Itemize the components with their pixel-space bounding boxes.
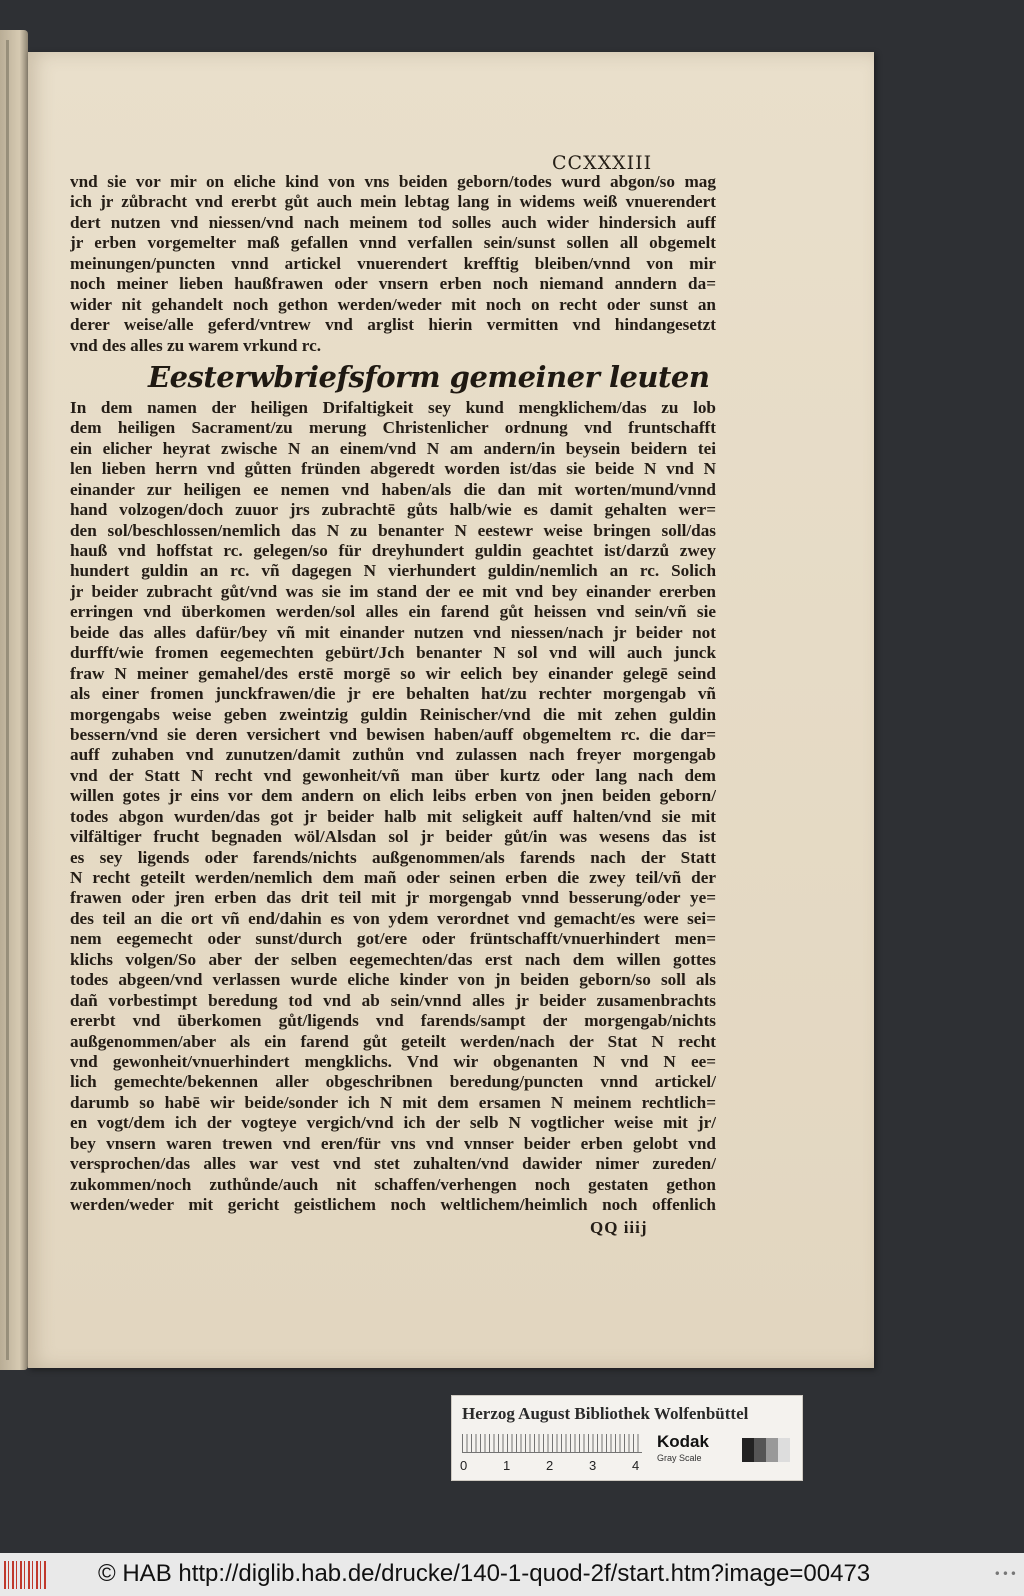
text-line: vnd des alles zu warem vrkund rc. (70, 335, 321, 355)
text-line: lich gemechte/bekennen aller obgeschribnen beredung/puncten vnnd artickel/ (70, 1072, 716, 1092)
text-line: hundert guldin an rc. vñ dagegen N vierhundert guldin/nemlich an rc. Solich (70, 561, 716, 581)
text-line: len lieben herrn vnd gůtten fründen abgeredt worden ist/das sie beide N vnd N (70, 459, 716, 479)
text-line: darumb so habē wir beide/sonder ich N mit dem ersamen N meinem rechtlich= (70, 1092, 716, 1112)
folio-number: CCXXXIII (552, 152, 653, 174)
text-line: fraw N meiner gemahel/des erstē morgē so wir eelich bey einander gelegē seind (70, 663, 716, 683)
text-line: als einer fromen junckfrawen/die jr ere behalten hat/zu rechter morgengab vñ (70, 684, 716, 704)
footer-url[interactable]: © HAB http://diglib.hab.de/drucke/140-1-quod-2f/start.htm?image=00473 (98, 1560, 871, 1587)
text-line: vnd der Statt N recht vnd gewonheit/vñ man über kurtz oder lang nach dem (70, 765, 716, 785)
text-line: willen gotes jr eins vor dem andern on elich leibs erben von jnen beiden geborn/ (70, 786, 716, 806)
text-line: jr beider zubracht gůt/vnd was sie im stand der ee mit vnd bey einander ererben (70, 581, 716, 601)
text-line: meinungen/puncten vnnd artickel vnuerendert krefftig bleiben/vnnd von mir (70, 253, 716, 273)
barcode-icon (4, 1561, 48, 1589)
ruler-number: 1 (503, 1458, 511, 1473)
section-heading: Eesterwbriefsform gemeiner leuten (148, 359, 710, 394)
text-line: In dem namen der heiligen Drifaltigkeit sey kund mengklichem/das zu lob (70, 397, 716, 417)
text-line: den sol/beschlossen/nemlich das N zu benanter N eestewr weise bringen soll/das (70, 520, 716, 540)
text-line: durfft/wie fromen eegemechten gebürt/Jch benanter N sol vnd will auch junck (70, 643, 716, 663)
gray-scale-label: Gray Scale (657, 1453, 702, 1463)
library-name: Herzog August Bibliothek Wolfenbüttel (462, 1404, 749, 1423)
text-line: außgenommen/aber als ein farend gůt geteilt werden/nach der Stat N recht (70, 1031, 716, 1051)
text-line: es sey ligends oder farends/nichts außgenommen/als farends nach der Statt (70, 847, 716, 867)
text-line: vilfältiger frucht begnaden wöl/Alsdan sol jr beider gůt/in was wesens das ist (70, 827, 716, 847)
text-line: jr erben vorgemelter maß gefallen vnnd verfallen sein/sunst sollen all obgemelt (70, 233, 716, 253)
text-line: einander zur heiligen ee nemen vnd haben/als die dan mit worten/mund/vnnd (70, 479, 716, 499)
ruler-number: 3 (589, 1458, 597, 1473)
left-page-edge (0, 30, 28, 1370)
text-line: derer weise/alle geferd/vntrew vnd arglist hierin vermitten vnd hindangesetzt (70, 315, 716, 335)
text-line: todes abgeen/vnd verlassen wurde eliche kinder von jn beiden geborn/so soll als (70, 970, 716, 990)
text-line: zukommen/noch zuthůnde/auch nit schaffen/verhengen noch gestaten gethon (70, 1174, 716, 1194)
signature-mark: QQ iiij (590, 1218, 648, 1237)
text-line: des teil an die ort vñ end/dahin es von ydem verordnet vnd gemacht/es were sei= (70, 908, 716, 928)
text-line: dañ vorbestimpt beredung tod vnd ab sein/vnnd alles jr beider zusamenbrachts (70, 990, 716, 1010)
text-line: en vogt/dem ich der vogteye vergich/vnd ich der selb N vogtlicher weise mit jr/ (70, 1113, 716, 1133)
ruler-number: 0 (460, 1458, 468, 1473)
text-line: bey vnsern waren trewen vnd eren/für vns vnd vnnser beider erben gelobt vnd (70, 1133, 716, 1153)
text-line: frawen oder jren erben das drit teil mit jr morgengab vnnd besserung/oder ye= (70, 888, 716, 908)
text-line: hand volzogen/doch zuuor jrs zubrachtē gůts halb/wie es damit gehalten wer= (70, 500, 716, 520)
gray-swatches (742, 1438, 790, 1462)
text-line: wider nit gehandelt noch gethon werden/weder mit noch on recht oder sunst an (70, 294, 716, 314)
text-line: versprochen/das alles war vest vnd stet zuhalten/vnd dawider nimer zureden/ (70, 1154, 716, 1174)
text-line: hauß vnd hoffstat rc. gelegen/so für dreyhundert guldin geachtet ist/darzů zwey (70, 541, 716, 560)
text-line: morgengabs weise geben zweintzig guldin Reinischer/vnd die mit zehen guldin (70, 704, 716, 724)
kodak-logo: Kodak (657, 1432, 709, 1451)
text-line: ererbt vnd überkomen gůt/ligends vnd farends/sampt der morgengab/nichts (70, 1011, 716, 1031)
text-line: auff zuhaben vnd zunutzen/damit zuthůn vnd zulassen nach freyer morgengab (70, 745, 716, 765)
text-line: dem heiligen Sacrament/zu merung Christenlicher ordnung vnd fruntschafft (70, 418, 716, 438)
text-line: dert nutzen vnd niessen/vnd nach meinem tod solles auch wider hindersich auff (70, 212, 716, 232)
color-scale-card (451, 1395, 803, 1481)
footer-bar (0, 1553, 1024, 1596)
text-line: erringen vnd überkomen werden/sol alles ein farend gůt heissen vnd sein/vñ sie (70, 602, 716, 622)
text-line: vnd gewonheit/vnuerhindert mengklichs. Vnd wir obgenanten N vnd N ee= (70, 1051, 716, 1071)
text-line: beide das alles dafür/bey vñ mit einander nutzen vnd niessen/nach jr beider not (70, 622, 716, 642)
paragraph-after-heading (70, 398, 716, 1216)
ruler-number: 4 (632, 1458, 640, 1473)
ruler-ticks (462, 1434, 642, 1453)
text-line: ein elicher heyrat zwische N an einem/vnd N am andern/in beysein beidern tei (70, 438, 716, 458)
left-page-fold (6, 40, 9, 1360)
text-line: noch meiner lieben haußfrawen oder vnsern erben noch niemand anndern da= (70, 274, 716, 294)
text-line: vnd sie vor mir on eliche kind von vns beiden geborn/todes wurd abgon/so mag (70, 172, 716, 191)
text-block (70, 172, 716, 1215)
more-icon[interactable]: ••• (993, 1567, 1018, 1581)
text-line: todes abgon wurden/das got jr beider halb mit seligkeit auff halten/vnd sie mit (70, 806, 716, 826)
text-line: werden/weder mit gericht geistlichem noch weltlichem/heimlich noch offenlich (70, 1195, 716, 1214)
paragraph-before-heading (70, 172, 716, 356)
ruler-number: 2 (546, 1458, 554, 1473)
text-line: klichs volgen/So aber der selben eegemechten/das erst nach dem willen gottes (70, 949, 716, 969)
text-line: nem eegemecht oder sunst/durch got/ere oder früntschafft/vnuerhindert men= (70, 929, 716, 949)
text-line: bessern/vnd sie deren versichert vnd bewisen haben/auff obgemeltem rc. die dar= (70, 724, 716, 744)
text-line: ich jr zůbracht vnd ererbt gůt auch mein lebtag lang in widems weiß vnuerendert (70, 192, 716, 212)
text-line: N recht geteilt werden/nemlich dem mañ oder seinen erben die zwey teil/vñ der (70, 868, 716, 887)
